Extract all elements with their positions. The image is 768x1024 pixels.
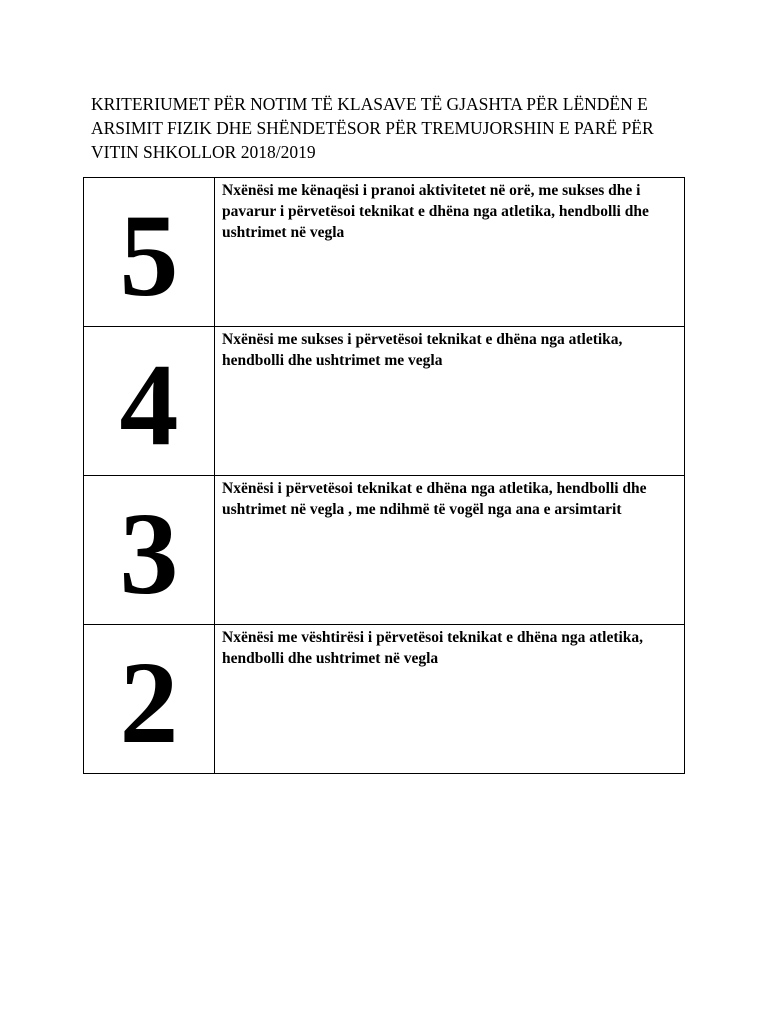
description-cell (215, 625, 685, 774)
table-row (84, 178, 685, 327)
criteria-description: Nxënësi me kënaqësi i pranoi aktivitetet në orë, me sukses dhe i pavarur i përvetësoi teknikat e dhëna nga atletika, hendbolli dhe ushtrimet në vegla (222, 182, 649, 241)
table-row (84, 476, 685, 625)
criteria-description: Nxënësi me sukses i përvetësoi teknikat e dhëna nga atletika, hendbolli dhe ushtrimet me vegla (222, 331, 623, 369)
page-title: KRITERIUMET PËR NOTIM TË KLASAVE TË GJASHTA PËR LËNDËN E ARSIMIT FIZIK DHE SHËNDETËSOR PËR TREMUJORSHIN E PARË PËR VITIN SHKOLLOR 2018/2019 (91, 94, 654, 162)
criteria-description: Nxënësi i përvetësoi teknikat e dhëna nga atletika, hendbolli dhe ushtrimet në vegla , me ndihmë të vogël nga ana e arsimtarit (222, 480, 647, 518)
grade-cell (84, 625, 215, 774)
grade-cell (84, 327, 215, 476)
grade-number: 2 (119, 637, 179, 768)
grade-number: 4 (119, 339, 179, 470)
grade-cell (84, 476, 215, 625)
table-row (84, 327, 685, 476)
description-cell (215, 476, 685, 625)
grading-criteria-table (83, 177, 685, 774)
grade-number: 3 (119, 488, 179, 619)
criteria-description: Nxënësi me vështirësi i përvetësoi teknikat e dhëna nga atletika, hendbolli dhe ushtrimet në vegla (222, 629, 644, 667)
table-row (84, 625, 685, 774)
description-cell (215, 327, 685, 476)
grade-number: 5 (119, 190, 179, 321)
grade-cell (84, 178, 215, 327)
description-cell (215, 178, 685, 327)
